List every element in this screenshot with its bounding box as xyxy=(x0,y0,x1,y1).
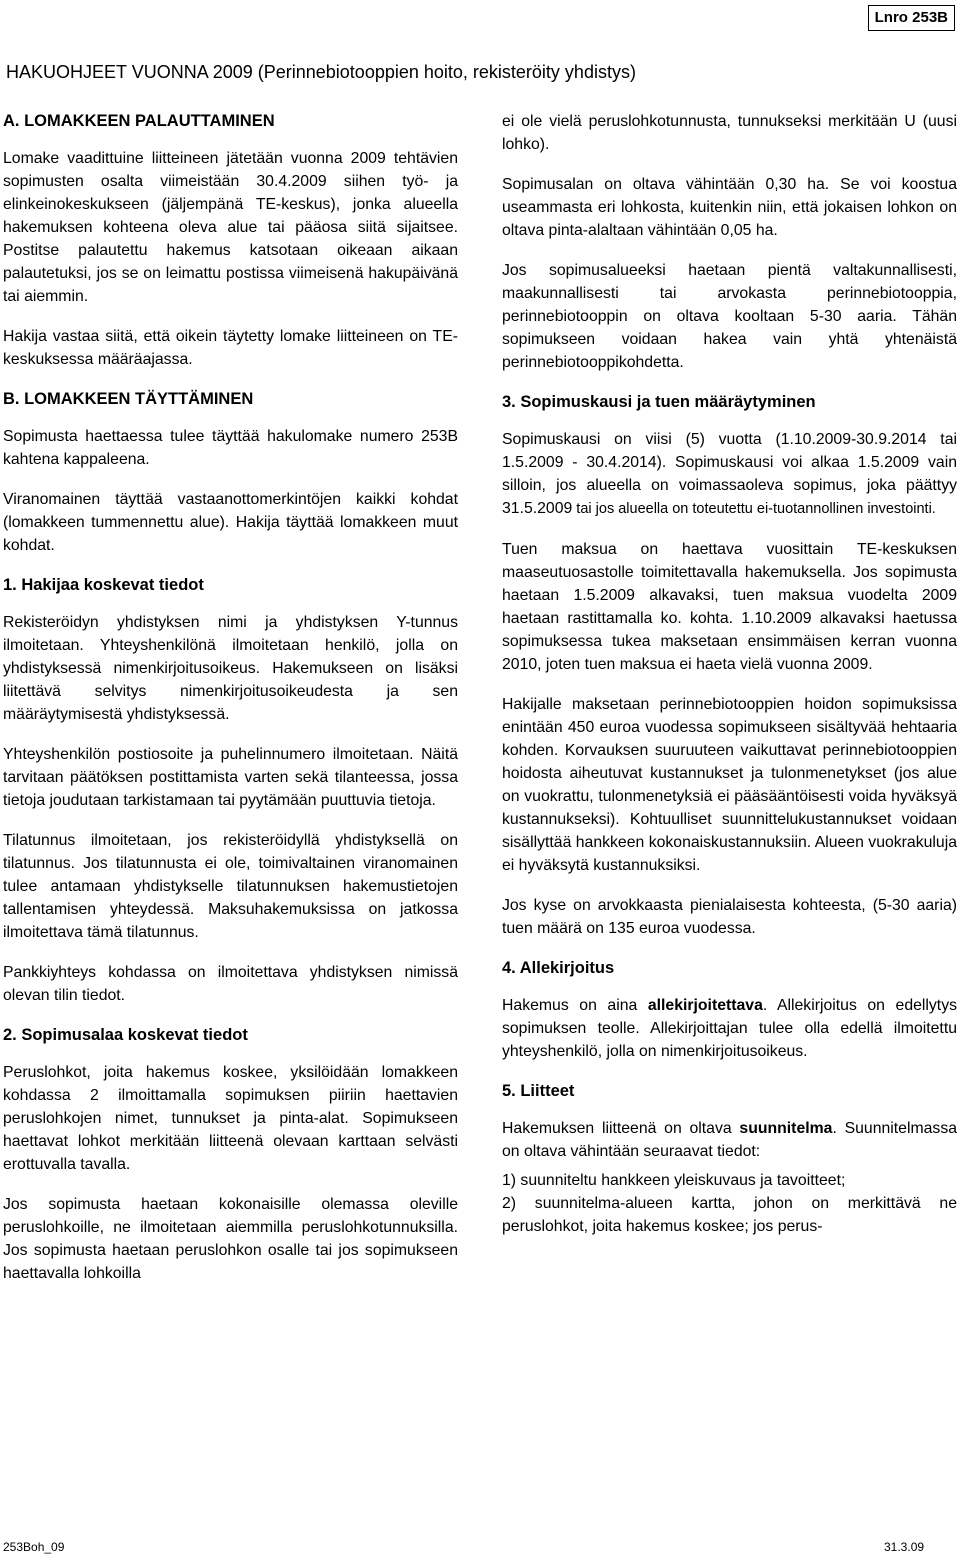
section-3-paragraph-2: Tuen maksua on haettava vuosittain TE-keskuksen maaseutuosastolle toimitettavalla hakemuksella. Jos sopimusta haetaan 1.5.2009 alkavaksi, tuen maksua vuodelta 2009 haetaan rastittamalla ko. kohta. 1.10.2009 alkavaksi haetussa sopimuksessa tukea maksetaan ensimmäisen kerran vuonna 2010, joten tuen maksua ei haeta vielä vuonna 2009. xyxy=(502,541,957,673)
section-a-heading: A. LOMAKKEEN PALAUTTAMINEN xyxy=(3,112,275,130)
section-3-paragraph-1 xyxy=(502,428,957,521)
section-1-paragraph-4: Pankkiyhteys kohdassa on ilmoitettava yhdistyksen nimissä olevan tilin tiedot. xyxy=(3,964,458,1004)
right-column xyxy=(502,110,957,1238)
section-4-text-bold: allekirjoitettava xyxy=(647,997,763,1014)
section-1-heading: 1. Hakijaa koskevat tiedot xyxy=(3,576,204,594)
section-2-paragraph-2: Jos sopimusta haetaan kokonaisille olemassa oleville peruslohkoille, ne ilmoitetaan aiemmilla peruslohkotunnuksilla. Jos sopimusta haetaan peruslohkon osalle tai jos sopimukseen haettavalla lohkoilla xyxy=(3,1196,458,1282)
document-title: HAKUOHJEET VUONNA 2009 (Perinnebiotooppien hoito, rekisteröity yhdistys) xyxy=(6,62,636,82)
section-2-heading: 2. Sopimusalaa koskevat tiedot xyxy=(3,1026,248,1044)
footer-document-code: 253Boh_09 xyxy=(3,1540,65,1554)
section-4-text-pre: Hakemus on aina xyxy=(502,997,648,1014)
section-4-heading: 4. Allekirjoitus xyxy=(502,959,615,977)
left-column xyxy=(3,110,458,1302)
section-3-paragraph-1-main: Sopimuskausi on viisi (5) vuotta (1.10.2009-30.9.2014 tai 1.5.2009 - 30.4.2014). Sopimuskausi voi alkaa 1.5.2009 vain silloin, jos alueella on voimassaoleva sopimus, joka päättyy 31.5.2009 xyxy=(502,431,957,517)
section-2-paragraph-3: ei ole vielä peruslohkotunnusta, tunnukseksi merkitään U (uusi lohko). xyxy=(502,113,957,153)
section-3-paragraph-4: Jos kyse on arvokkaasta pienialaisesta kohteesta, (5-30 aaria) tuen määrä on 135 euroa vuodessa. xyxy=(502,897,957,937)
section-1-paragraph-2: Yhteyshenkilön postiosoite ja puhelinnumero ilmoitetaan. Näitä tarvitaan päätöksen postittamista varten sekä tilanteessa, jossa tietoja joudutaan tarkistamaan tai pyytämään puuttuvia tietoja. xyxy=(3,746,458,809)
section-1-paragraph-3: Tilatunnus ilmoitetaan, jos rekisteröidyllä yhdistyksellä on tilatunnus. Jos tilatunnusta ei ole, toimivaltainen viranomainen tulee antamaan yhdistykselle tilatunnuksen hakemustietojen tallentamisen yhteydessä. Maksuhakemuksissa on jatkossa ilmoitettava tämä tilatunnus. xyxy=(3,832,458,941)
section-1-paragraph-1: Rekisteröidyn yhdistyksen nimi ja yhdistyksen Y-tunnus ilmoitetaan. Yhteyshenkilönä ilmoitetaan henkilö, jolla on yhdistyksessä nimenkirjoitusoikeus. Hakemukseen on lisäksi liitettävä selvitys nimenkirjoitusoikeudesta ja sen määräytymisestä yhdistyksessä. xyxy=(3,614,458,723)
section-5-paragraph-1 xyxy=(502,1117,957,1163)
section-5-text-bold: suunnitelma xyxy=(739,1120,833,1137)
section-4-paragraph-1 xyxy=(502,994,957,1063)
section-b-paragraph-2: Viranomainen täyttää vastaanottomerkintöjen kaikki kohdat (lomakkeen tummennettu alue). Hakija täyttää lomakkeen muut kohdat. xyxy=(3,491,458,554)
section-2-paragraph-5: Jos sopimusalueeksi haetaan pientä valtakunnallisesti, maakunnallisesti tai arvokasta perinnebiotooppia, perinnebiotooppin on oltava kooltaan 5-30 aaria. Tähän sopimukseen voidaan hakea vain yhtä yhtenäistä perinnebiotooppikohdetta. xyxy=(502,262,957,371)
section-b-paragraph-1: Sopimusta haettaessa tulee täyttää hakulomake numero 253B kahtena kappaleena. xyxy=(3,428,458,468)
section-4-text-post: . Allekirjoitus on edellytys sopimuksen teolle. Allekirjoittajan tulee olla edellä ilmoitettu yhteyshenkilö, jolla on nimenkirjoitusoikeus. xyxy=(502,997,957,1060)
section-5-heading: 5. Liitteet xyxy=(502,1082,575,1100)
section-a-paragraph-2: Hakija vastaa siitä, että oikein täytetty lomake liitteineen on TE-keskuksessa määräajassa. xyxy=(3,328,458,368)
form-number-badge: Lnro 253B xyxy=(868,5,955,31)
attachments-list-item: 2) suunnitelma-alueen kartta, johon on merkittävä ne peruslohkot, joita hakemus koskee; jos perus- xyxy=(502,1195,957,1235)
section-5-text-pre: Hakemuksen liitteenä on oltava xyxy=(502,1120,740,1137)
section-3-heading: 3. Sopimuskausi ja tuen määräytyminen xyxy=(502,393,816,411)
section-b-heading: B. LOMAKKEEN TÄYTTÄMINEN xyxy=(3,390,254,408)
attachments-list-item: 1) suunniteltu hankkeen yleiskuvaus ja tavoitteet; xyxy=(502,1172,846,1189)
section-a-paragraph-1: Lomake vaadittuine liitteineen jätetään vuonna 2009 tehtävien sopimusten osalta viimeistään 30.4.2009 siihen työ- ja elinkeinokeskukseen (jäljempänä TE-keskus), jonka alueella hakemuksen kohteena oleva alue tai pääosa siitä sijaitsee. Postitse palautettu hakemus katsotaan oikeaan aikaan palautetuksi, jos se on leimattu postissa viimeisenä hakupäivänä tai aiemmin. xyxy=(3,150,458,305)
attachments-list xyxy=(502,1169,957,1238)
footer-date: 31.3.09 xyxy=(884,1540,925,1554)
section-3-paragraph-3: Hakijalle maksetaan perinnebiotooppien hoidon sopimuksissa enintään 450 euroa vuodessa sopimukseen sisältyvää hehtaaria kohden. Korvauksen suuruuteen vaikuttavat perinnebiotooppien hoidosta aiheutuvat kustannukset ja tulonmenetykset (jos alue on vuokrattu, tulonmenetyksiä ei pääsääntöisesti voida hyväksyä kustannukseksi). Kohtuulliset suunnittelukustannukset voidaan sisällyttää hankkeen kokonaiskustannuksiin. Alueen vuokrakuluja ei hyväksytä kustannuksiksi. xyxy=(502,696,957,874)
section-5-text-post: . Suunnitelmassa on oltava vähintään seuraavat tiedot: xyxy=(502,1120,957,1160)
section-2-paragraph-4: Sopimusalan on oltava vähintään 0,30 ha. Se voi koostua useammasta eri lohkosta, kuitenkin niin, että jokaisen lohkon on oltava pinta-alaltaan vähintään 0,05 ha. xyxy=(502,176,957,239)
section-2-paragraph-1: Peruslohkot, joita hakemus koskee, yksilöidään lomakkeen kohdassa 2 ilmoittamalla sopimuksen piiriin haettavien peruslohkojen nimet, tunnukset ja pinta-alat. Sopimukseen haettavat lohkot merkitään liitteenä olevaan karttaan selvästi erottuvalla tavalla. xyxy=(3,1064,458,1173)
section-3-paragraph-1-tail: tai jos alueella on toteutettu ei-tuotannollinen investointi. xyxy=(572,501,936,517)
